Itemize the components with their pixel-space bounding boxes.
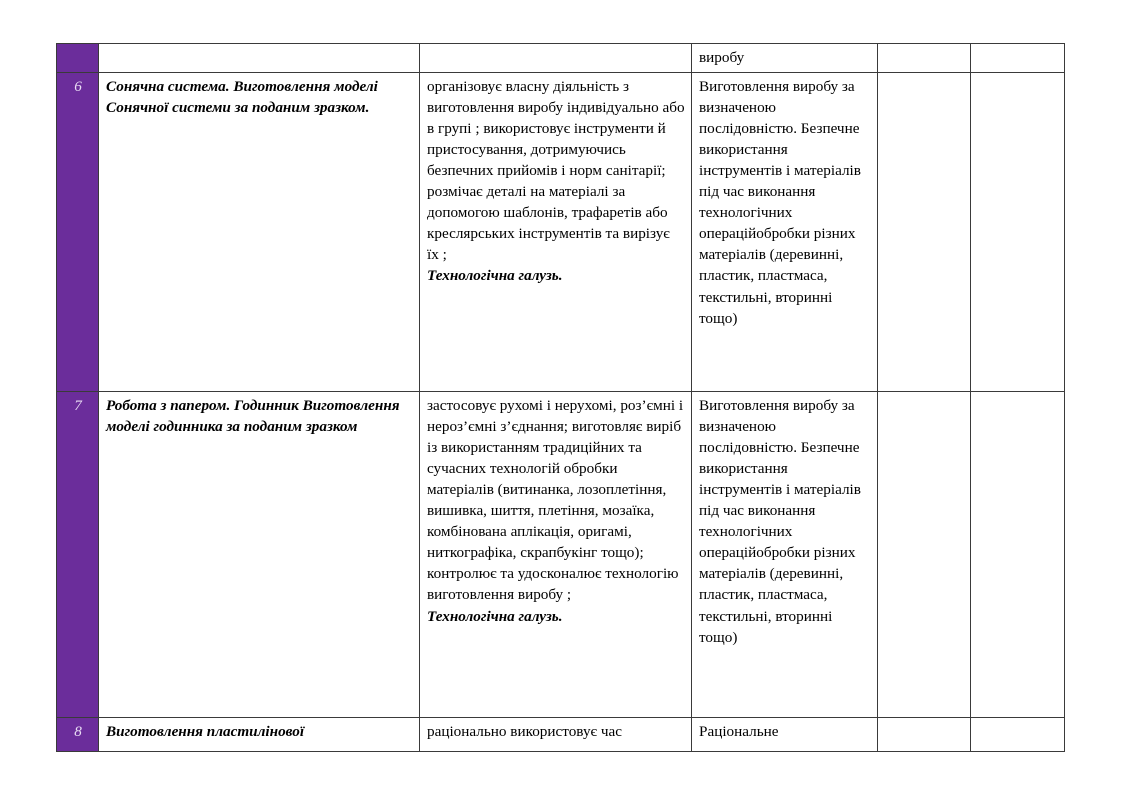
row-number-cell: 8 [57,718,99,752]
row-number-cell: 7 [57,392,99,718]
row-outcomes-cell [420,392,692,718]
row-extra1-cell [878,44,971,73]
table-row [57,718,1065,752]
row-results-cell: Виготовлення виробу за визначеною послідовністю. Безпечне використання інструментів і матеріалів під час виконання технологічних операційобробки різних матеріалів (деревинні, пластик, пластмаса, текстильні, вторинні тощо) [692,392,878,718]
table-row [57,44,1065,73]
row-topic-cell: Робота з папером. Годинник Виготовлення моделі годинника за поданим зразком [99,392,420,718]
curriculum-table-wrapper [56,43,1064,752]
row-outcomes-cell: раціонально використовує час [420,718,692,752]
row-topic-cell: Сонячна система. Виготовлення моделі Сонячної системи за поданим зразком. [99,73,420,392]
row-extra1-cell [878,392,971,718]
outcomes-emphasis-text: Технологічна галузь. [427,267,563,285]
outcomes-emphasis-text: Технологічна галузь. [427,607,563,625]
table-row [57,73,1065,392]
row-outcomes-cell [420,44,692,73]
row-number-cell: 6 [57,73,99,392]
row-topic-cell: Виготовлення пластилінової [99,718,420,752]
row-extra1-cell [878,73,971,392]
row-results-cell: виробу [692,44,878,73]
curriculum-table [56,43,1065,752]
row-extra2-cell [971,73,1065,392]
table-row [57,392,1065,718]
row-results-cell: Виготовлення виробу за визначеною послідовністю. Безпечне використання інструментів і матеріалів під час виконання технологічних операційобробки різних матеріалів (деревинні, пластик, пластмаса, текстильні, вторинні тощо) [692,73,878,392]
outcomes-main-text: організовує власну діяльність з виготовлення виробу індивідуально або в групі ; використовує інструменти й пристосування, дотримуючись безпечних прийомів і норм санітарії; розмічає деталі на матеріалі за допомогою шаблонів, трафаретів або креслярських інструментів та вирізує їх ; [427,78,685,264]
row-results-cell: Раціональне [692,718,878,752]
row-number-cell [57,44,99,73]
row-extra1-cell [878,718,971,752]
row-extra2-cell [971,718,1065,752]
row-extra2-cell [971,392,1065,718]
row-outcomes-cell [420,73,692,392]
row-extra2-cell [971,44,1065,73]
row-topic-cell [99,44,420,73]
outcomes-main-text: застосовує рухомі і нерухомі, роз’ємні і нероз’ємні з’єднання; виготовляє виріб із використанням традиційних та сучасних технологій обробки матеріалів (витинанка, лозоплетіння, вишивка, шиття, плетіння, мозаїка, комбінована аплікація, оригамі, ниткографіка, скрапбукінг тощо); контролює та удосконалює технологію виготовлення виробу ; [427,397,684,604]
